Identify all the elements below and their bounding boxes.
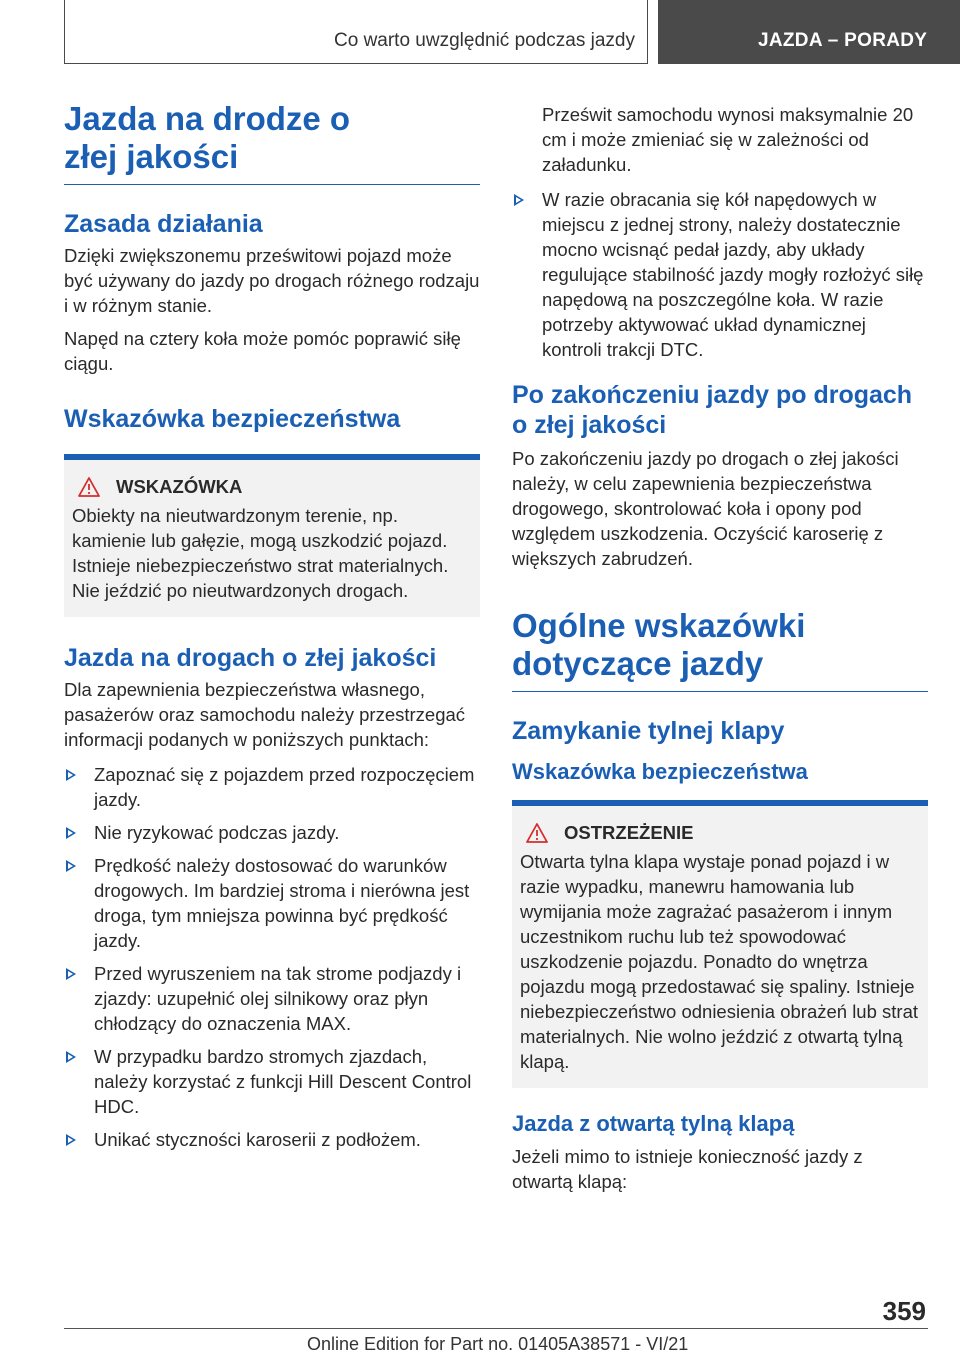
list-item: Nie ryzykować podczas jazdy. xyxy=(64,820,480,845)
chapter-title: JAZDA – PORADY xyxy=(758,30,928,51)
warning-text: Obiekty na nieutwardzonym terenie, np. kamienie lub gałęzie, mogą uszkodzić pojazd. Istnieje niebezpieczeństwo strat materialnych. Nie jeździć po nieutwardzonych drogach. xyxy=(72,505,449,601)
bullet-triangle-icon xyxy=(66,1134,76,1146)
header-chapter xyxy=(658,0,960,64)
tailgate-heading: Zamykanie tylnej klapy xyxy=(512,717,785,745)
general-heading-block xyxy=(512,607,928,692)
list-item: W przypadku bardzo stromych zjazdach, należy korzystać z funkcji Hill Descent Control HDC. xyxy=(64,1044,480,1119)
bad-roads-list xyxy=(64,762,480,1152)
warning-box xyxy=(64,460,480,617)
warning-box xyxy=(512,806,928,1088)
warning-title xyxy=(520,820,918,845)
bullet-triangle-icon xyxy=(66,827,76,839)
edition-text: Online Edition for Part no. 01405A38571 - VI/21 xyxy=(307,1334,689,1354)
bullet-triangle-icon xyxy=(514,194,524,206)
left-column xyxy=(64,100,480,1160)
safety-heading: Wskazówka bezpieczeństwa xyxy=(64,405,401,433)
bad-roads-heading: Jazda na drogach o złej jakości xyxy=(64,644,437,672)
list-item: W razie obracania się kół napędowych w miejscu z jednej strony, należy dostatecznie mocno wcisnąć pedał jazdy, aby układy regulujące stabilność jazdy mogły rozłożyć siłę napędową na poszczególne koła. W razie potrzeby aktywować układ dynamicznej kontroli trakcji DTC. xyxy=(512,187,928,362)
tailgate-safety-heading: Wskazówka bezpieczeństwa xyxy=(512,759,808,784)
warning-text: Otwarta tylna klapa wystaje ponad pojazd i w razie wypadku, manewru hamowania lub wymijania może zagrażać pasażerom i innym uczestnikom ruchu lub też spowodować uszkodzenie pojazdu. Ponadto do wnętrza pojazdu mogą przedostawać się spaliny. Istnieje niebezpieczeństwo odniesienia obrażeń lub strat materialnych. Nie wolno jeździć z otwartą tylną klapą. xyxy=(520,851,919,1072)
bullet-triangle-icon xyxy=(66,968,76,980)
main-heading-block xyxy=(64,100,480,185)
principle-heading: Zasada działania xyxy=(64,210,263,238)
section-title: Co warto uwzględnić podczas jazdy xyxy=(334,30,635,51)
open-tailgate-heading: Jazda z otwartą tylną klapą xyxy=(512,1111,795,1136)
bullet-triangle-icon xyxy=(66,1051,76,1063)
bullet-triangle-icon xyxy=(66,860,76,872)
list-item: Zapoznać się z pojazdem przed rozpoczęciem jazdy. xyxy=(64,762,480,812)
bad-roads-intro: Dla zapewnienia bezpieczeństwa własnego, pasażerów oraz samochodu należy przestrzegać informacji podanych w poniższych punktach: xyxy=(64,679,466,750)
principle-paragraph-1: Dzięki zwiększonemu prześwitowi pojazd może być używany do jazdy po drogach różnego rodzaju i w różnym stanie. xyxy=(64,245,480,316)
warning-title xyxy=(72,474,470,499)
header-section xyxy=(64,0,648,64)
right-column xyxy=(512,100,928,1194)
warning-label: OSTRZEŻENIE xyxy=(564,822,694,843)
open-tailgate-text: Jeżeli mimo to istnieje konieczność jazdy z otwartą klapą: xyxy=(512,1146,863,1192)
list-item: Unikać styczności karoserii z podłożem. xyxy=(64,1127,480,1152)
list-item: Przed wyruszeniem na tak strome podjazdy i zjazdy: uzupełnić olej silnikowy oraz płyn chłodzący do oznaczenia MAX. xyxy=(64,961,480,1036)
warning-label: WSKAZÓWKA xyxy=(116,476,243,497)
general-heading: Ogólne wskazówki dotyczące jazdy xyxy=(512,607,806,682)
list-item: Prędkość należy dostosować do warunków drogowych. Im bardziej stroma i nierówna jest droga, tym mniejsza powinna być prędkość jazdy. xyxy=(64,853,480,953)
bullet-triangle-icon xyxy=(66,769,76,781)
warning-triangle-icon xyxy=(78,477,100,497)
footer-divider xyxy=(64,1328,928,1329)
page-number: 359 xyxy=(882,1296,926,1326)
continuation-text: Prześwit samochodu wynosi maksymalnie 20 cm i może zmieniać się w zależności od załadunku. xyxy=(542,104,914,175)
main-heading: Jazda na drodze o złej jakości xyxy=(64,100,351,175)
after-text: Po zakończeniu jazdy po drogach o złej jakości należy, w celu zapewnienia bezpieczeństwa drogowego, skontrolować koła i opony pod względem uszkodzenia. Oczyścić karoserię z większych zabrudzeń. xyxy=(512,448,899,569)
after-heading: Po zakończeniu jazdy po drogach o złej jakości xyxy=(512,381,913,439)
warning-triangle-icon xyxy=(526,823,548,843)
principle-paragraph-2: Napęd na cztery koła może pomóc poprawić siłę ciągu. xyxy=(64,328,461,374)
right-list xyxy=(512,187,928,362)
